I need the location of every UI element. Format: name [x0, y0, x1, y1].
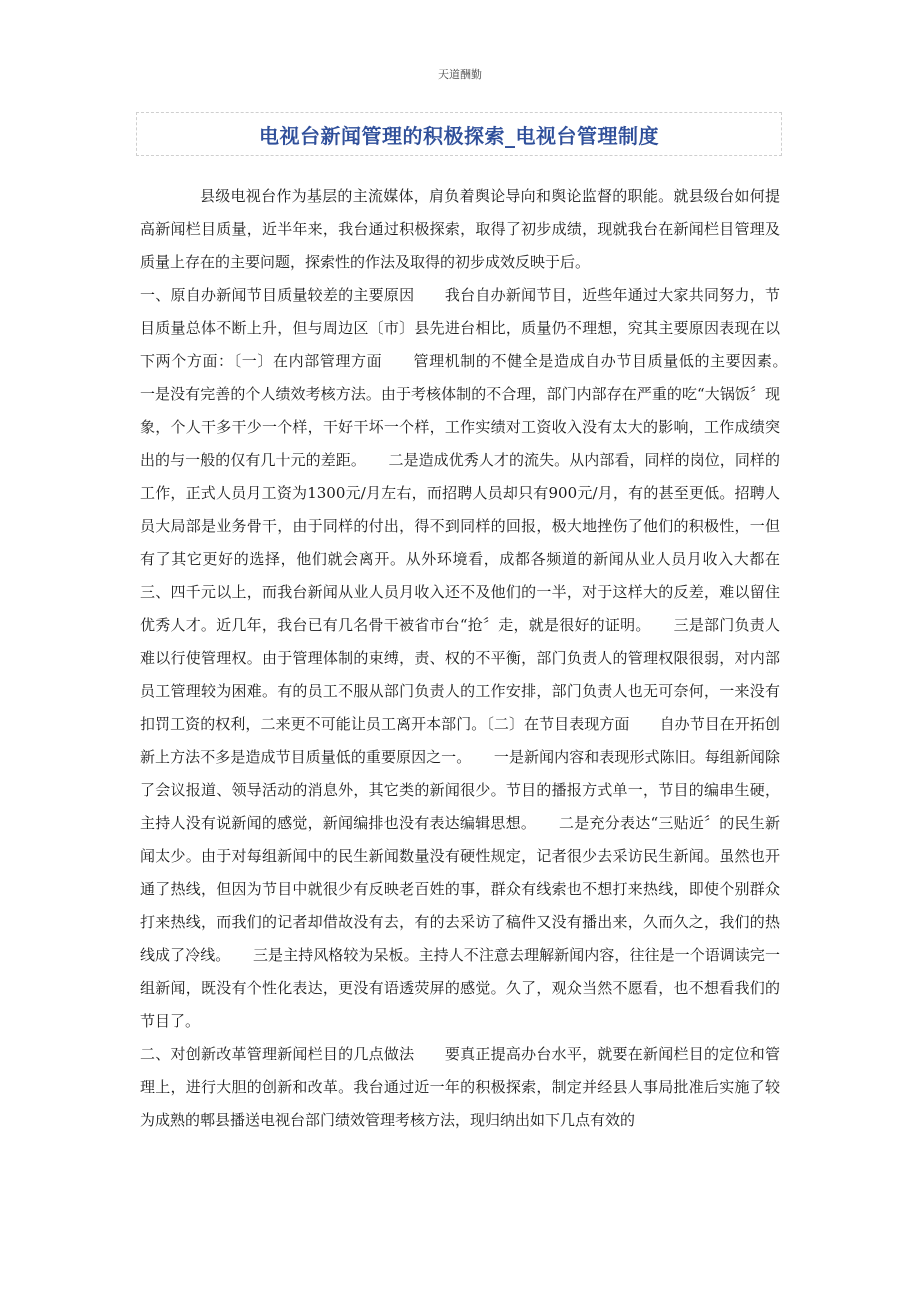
paragraph-section-1: 一、原自办新闻节目质量较差的主要原因 我台自办新闻节目，近些年通过大家共同努力，节目质量总体不断上升，但与周边区〔市〕县先进台相比，质量仍不理想，究其主要原因表现在以下两个方面：〔一〕在内部管理方面 管理机制的不健全是造成自办节目质量低的主要因素。 一是没有完善的个人绩效考核方法。由于考核体制的不合理，部门内部存在严重的吃“大锅饭〞现象，个人干多干少一个样，干好干坏一个样，工作实绩对工资收入没有太大的影响，工作成绩突出的与一般的仅有几十元的差距。 二是造成优秀人才的流失。从内部看，同样的岗位，同样的工作，正式人员月工资为1300元/月左右，而招聘人员却只有900元/月，有的甚至更低。招聘人员大局部是业务骨干，由于同样的付出，得不到同样的回报，极大地挫伤了他们的积极性，一但有了其它更好的选择，他们就会离开。从外环境看，成都各频道的新闻从业人员月收入大都在三、四千元以上，而我台新闻从业人员月收入还不及他们的一半，对于这样大的反差，难以留住优秀人才。近几年，我台已有几名骨干被省市台“抢〞走，就是很好的证明。 三是部门负责人难以行使管理权。由于管理体制的束缚，责、权的不平衡，部门负责人的管理权限很弱，对内部员工管理较为困难。有的员工不服从部门负责人的工作安排，部门负责人也无可奈何，一来没有扣罚工资的权利，二来更不可能让员工离开本部门。〔二〕在节目表现方面 自办节目在开拓创新上方法不多是造成节目质量低的重要原因之一。 一是新闻内容和表现形式陈旧。每组新闻除了会议报道、领导活动的消息外，其它类的新闻很少。节目的播报方式单一，节目的编串生硬，主持人没有说新闻的感觉，新闻编排也没有表达编辑思想。 二是充分表达“三贴近〞的民生新闻太少。由于对每组新闻中的民生新闻数量没有硬性规定，记者很少去采访民生新闻。虽然也开通了热线，但因为节目中就很少有反映老百姓的事，群众有线索也不想打来热线，即使个别群众打来热线，而我们的记者却借故没有去，有的去采访了稿件又没有播出来，久而久之，我们的热线成了冷线。 三是主持风格较为呆板。主持人不注意去理解新闻内容，往往是一个语调读完一组新闻，既没有个性化表达，更没有语透荧屏的感觉。久了，观众当然不愿看，也不想看我们的节目了。 — [140, 286, 811, 1030]
document-title: 电视台新闻管理的积极探索_电视台管理制度 — [259, 123, 659, 148]
paragraph-section-2: 二、对创新改革管理新闻栏目的几点做法 要真正提高办台水平，就要在新闻栏目的定位和管理上，进行大胆的创新和改革。我台通过近一年的积极探索，制定并经县人事局批准后实施了较为成熟的郫县播送电视台部门绩效管理考核方法，现归纳出如下几点有效的 — [140, 1045, 780, 1129]
page-header: 天道酬勤 — [438, 68, 482, 81]
paragraph-intro: 县级电视台作为基层的主流媒体，肩负着舆论导向和舆论监督的职能。就县级台如何提高新闻栏目质量，近半年来，我台通过积极探索，取得了初步成绩，现就我台在新闻栏目管理及质量上存在的主要问题，探索性的作法及取得的初步成效反映于后。 — [140, 187, 780, 271]
title-box — [136, 112, 782, 156]
document-body — [140, 180, 811, 1137]
